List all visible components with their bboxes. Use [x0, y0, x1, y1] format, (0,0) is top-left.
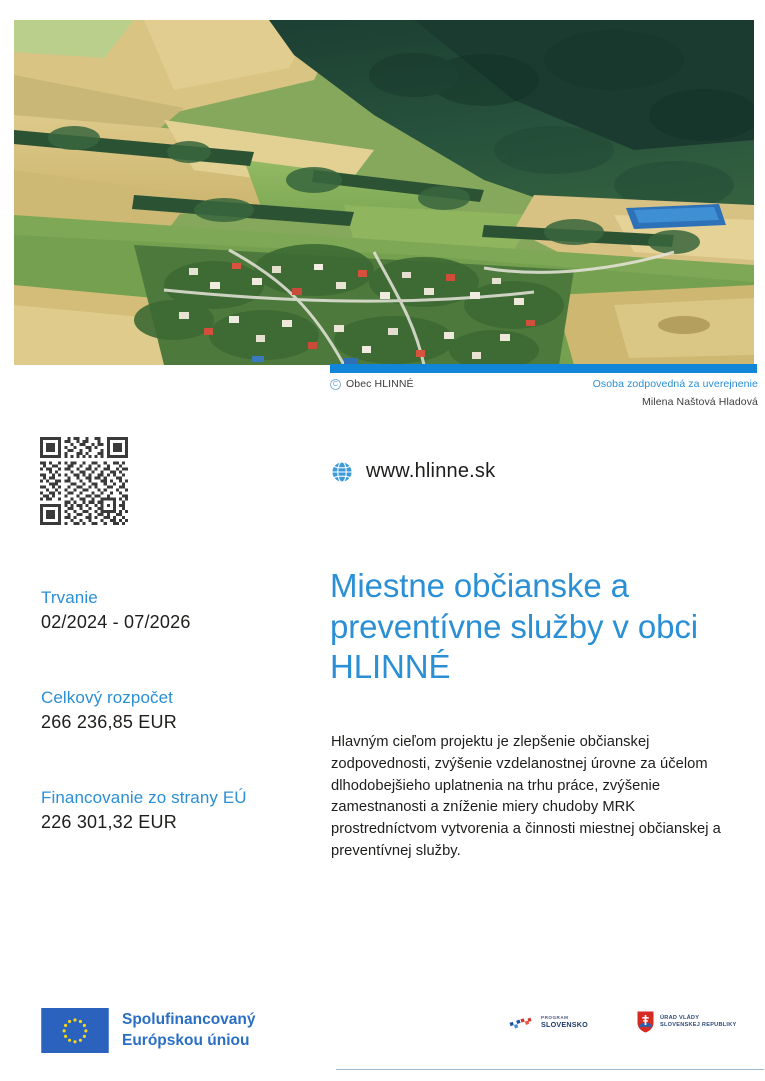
qr-code-matrix: [40, 437, 128, 525]
qr-code-icon[interactable]: [40, 437, 128, 525]
footer-divider: [336, 1069, 764, 1070]
fact-eu-funding: [41, 788, 311, 833]
globe-icon: [331, 461, 353, 483]
copyright-icon: C: [330, 379, 341, 390]
fact-total-budget: [41, 688, 311, 733]
eu-cofunding-logo: [41, 1008, 256, 1053]
photo-copyright: [330, 378, 414, 390]
program-slovensko-text: [541, 1016, 588, 1028]
fact-total-budget-label: Celkový rozpočet: [41, 688, 173, 707]
project-facts-list: [41, 588, 311, 833]
government-office-text: [660, 1015, 737, 1029]
fact-duration-value: 02/2024 - 07/2026: [41, 612, 191, 632]
government-office-logo: [637, 1011, 737, 1033]
website-url[interactable]: www.hlinne.sk: [366, 460, 496, 482]
program-slovensko-line2: SLOVENSKO: [541, 1020, 588, 1030]
fact-duration-label: Trvanie: [41, 588, 98, 607]
eu-cofunding-line1: Spolufinancovaný: [122, 1011, 256, 1029]
responsible-person-name: Milena Naštová Hladová: [641, 396, 758, 408]
slovak-coat-of-arms-icon: [637, 1011, 654, 1033]
program-slovensko-mark-icon: [508, 1014, 536, 1031]
responsible-person-label: Osoba zodpovedná za uverejnenie: [592, 378, 758, 390]
eu-flag-icon: [41, 1008, 109, 1053]
website-row[interactable]: [331, 460, 495, 483]
page-title: Miestne občianske a preventívne služby v obci HLINNÉ: [330, 567, 699, 686]
program-slovensko-logo: [508, 1014, 588, 1031]
aerial-village-illustration: [14, 20, 754, 365]
photo-blue-accent-bar: [330, 364, 757, 373]
fact-duration: [41, 588, 311, 633]
project-description: Hlavným cieľom projektu je zlepšenie občianskej zodpovednosti, zvýšenie vzdelanostnej úrovne za účelom dlhodobejšieho uplatnenia na trhu práce, zvýšenie zamestnanosti a zníženie miery chudoby MRK prostredníctvom vytvorenia a činnosti miestnej občianskej a preventívnej služby.: [331, 734, 721, 859]
government-office-line1: ÚRAD VLÁDY: [660, 1015, 700, 1022]
copyright-text: Obec HLINNÉ: [346, 378, 414, 390]
eu-cofunding-line2: Európskou úniou: [122, 1031, 250, 1049]
program-slovensko-line1: PROGRAM: [541, 1015, 569, 1021]
fact-eu-funding-label: Financovanie zo strany EÚ: [41, 788, 247, 807]
fact-total-budget-value: 266 236,85 EUR: [41, 712, 177, 732]
fact-eu-funding-value: 226 301,32 EUR: [41, 812, 177, 832]
hero-photo: [14, 20, 754, 365]
eu-cofunding-text: [122, 1010, 256, 1051]
photo-credit-row: [330, 378, 758, 418]
government-office-line2: SLOVENSKEJ REPUBLIKY: [660, 1022, 737, 1028]
responsible-person-block: [593, 378, 758, 408]
